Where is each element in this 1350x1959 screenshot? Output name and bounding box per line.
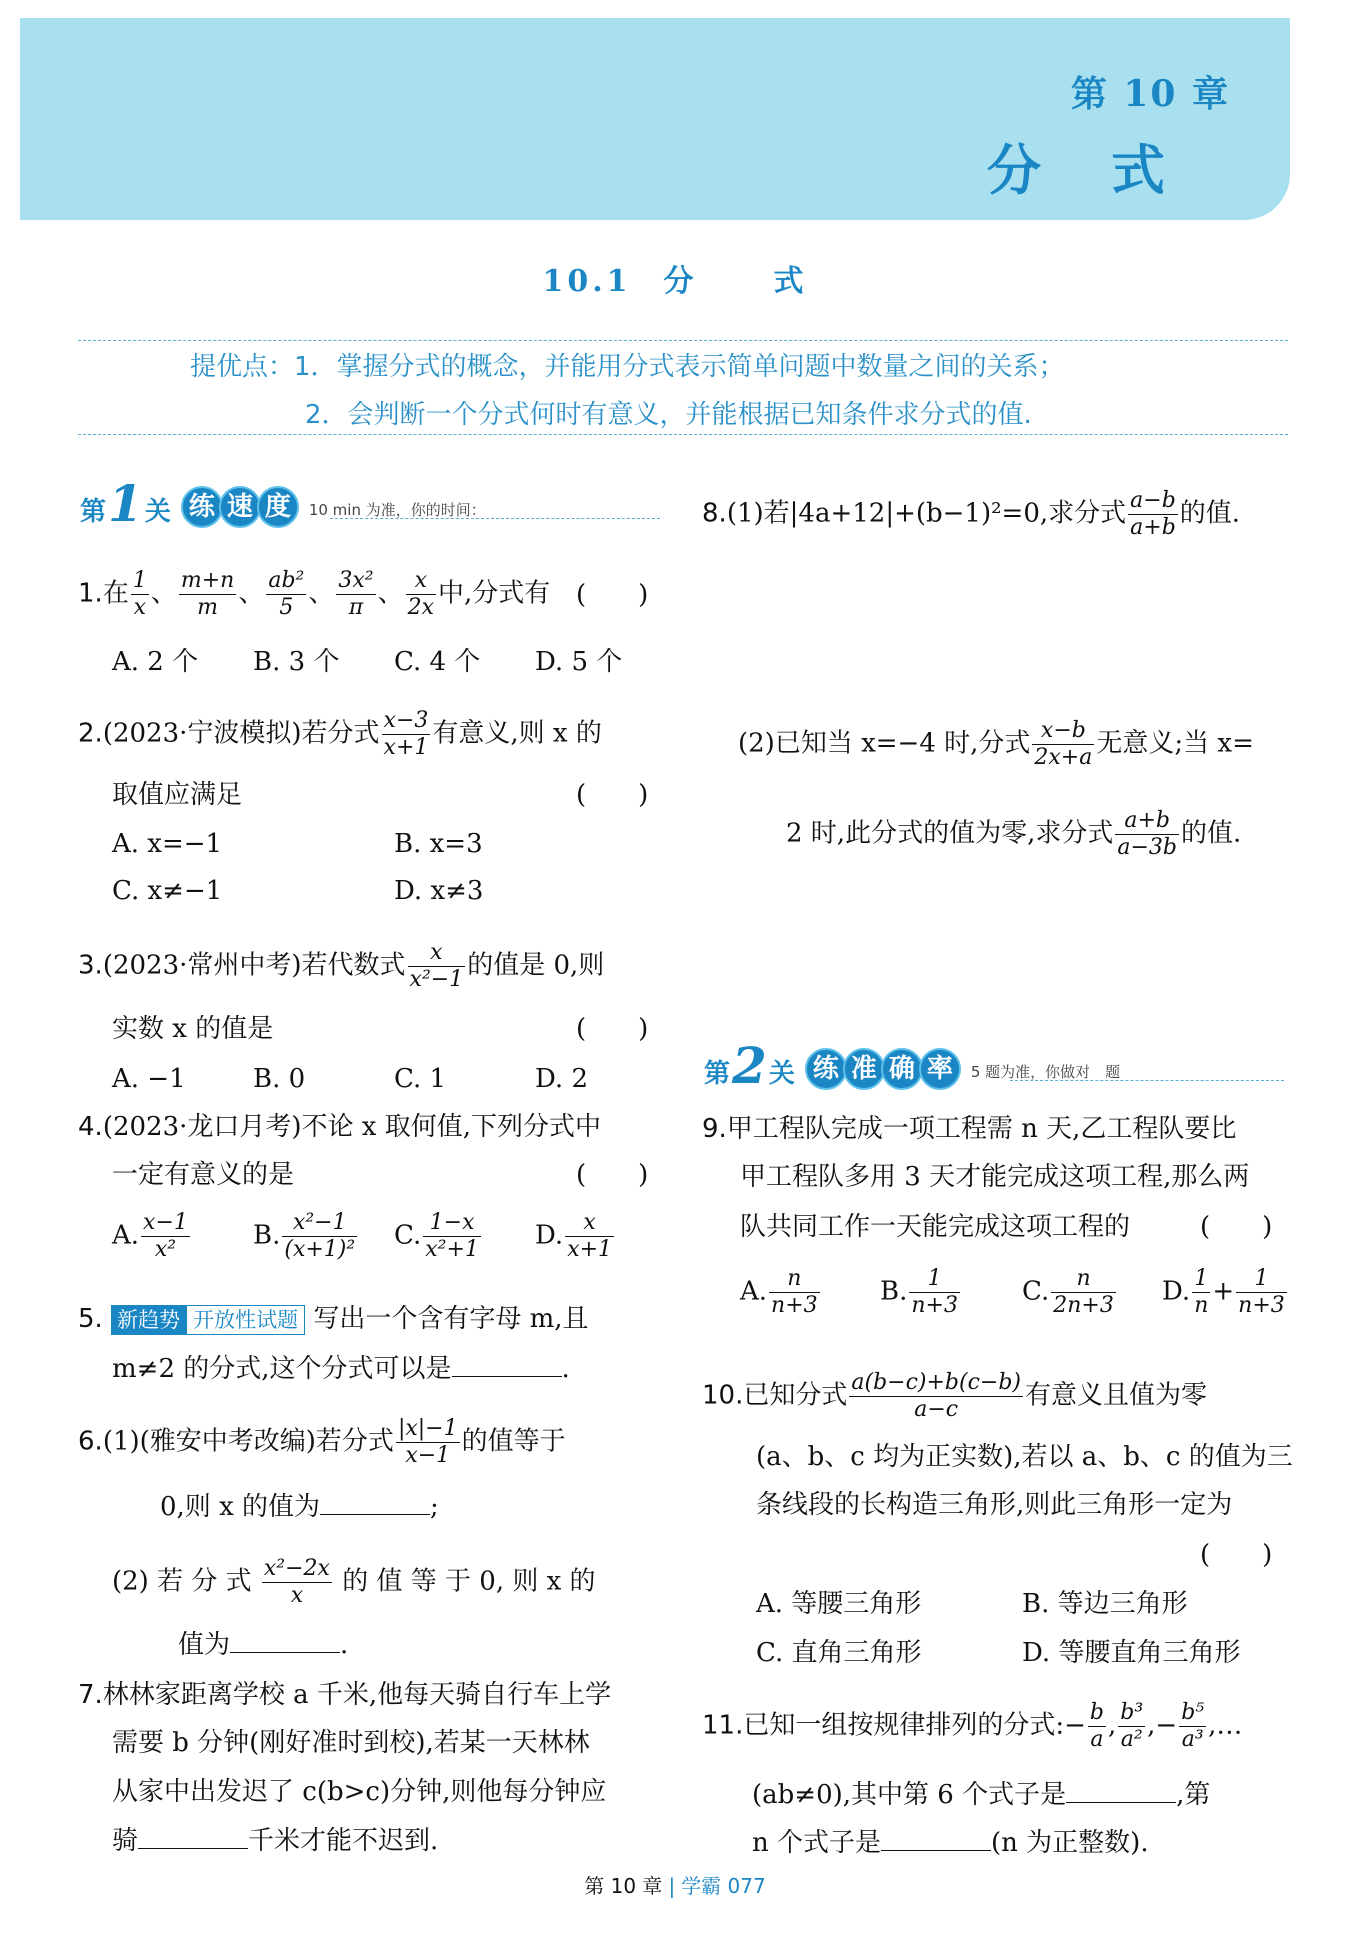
- answer-blank[interactable]: [230, 1630, 340, 1653]
- q1-option-a: A. 2 个: [112, 647, 199, 677]
- q7-line2: 需要 b 分钟(刚好准时到校),若某一天林林: [112, 1728, 590, 1758]
- q3-option-d: D. 2: [535, 1064, 588, 1094]
- answer-blank[interactable]: [320, 1492, 430, 1515]
- q2-option-c: C. x≠−1: [112, 876, 223, 906]
- q2-option-b: B. x=3: [394, 829, 483, 859]
- question-6: 6.(1)(雅安中考改编)若分式 $\frac{|x|-1}{x-1}$ 的值等于: [78, 1416, 566, 1468]
- section-title: 10.1 分 式: [542, 264, 808, 299]
- q3-line2: 实数 x 的值是: [112, 1014, 274, 1044]
- objective-2: 2．会判断一个分式何时有意义，并能根据已知条件求分式的值.: [305, 400, 1032, 430]
- question-11: 11.已知一组按规律排列的分式:− $\frac{b}{a}$ , $\frac{\text{b³}}{\text{a²}}$ ,− $\frac{\text{b⁵}}{\text{a³}}$ ,…: [702, 1700, 1243, 1752]
- level1-line: [330, 518, 660, 519]
- question-8-part2-line2: 2 时,此分式的值为零,求分式 $\frac{a+b}{a-3b}$ 的值.: [786, 808, 1242, 860]
- objective-1: 提优点：1．掌握分式的概念，并能用分式表示简单问题中数量之间的关系；: [190, 352, 1065, 382]
- q3-option-b: B. 0: [253, 1064, 306, 1094]
- q3-option-a: A. −1: [112, 1064, 186, 1094]
- q4-option-a: A. $\frac{x-1}{\text{x²}}$: [112, 1210, 188, 1262]
- chapter-number: 第 10 章: [1070, 73, 1230, 115]
- q3-option-c: C. 1: [394, 1064, 447, 1094]
- q7-line4: 骑 千米才能不迟到.: [112, 1826, 439, 1856]
- q2-option-a: A. x=−1: [112, 829, 223, 859]
- question-8-part2: (2)已知当 x=−4 时,分式 $\frac{x-b}{2x+a}$ 无意义;当 x=: [738, 718, 1254, 770]
- q4-line2: 一定有意义的是: [112, 1160, 295, 1190]
- question-2: 2.(2023·宁波模拟)若分式 $\frac{x-3}{x+1}$ 有意义,则 x 的: [78, 708, 602, 760]
- question-10: 10.已知分式 $\frac{a(b-c)+b(c-b)}{a-c}$ 有意义且值为零: [702, 1370, 1208, 1422]
- answer-blank[interactable]: [1066, 1780, 1176, 1803]
- q4-option-c: C. $\frac{1-x}{\text{x²+1}}$: [394, 1210, 479, 1262]
- q1-paren: ( ): [576, 580, 649, 610]
- q10-paren: ( ): [1200, 1540, 1273, 1570]
- chapter-banner: [20, 18, 1290, 220]
- q1-option-d: D. 5 个: [535, 647, 623, 677]
- question-1: 1.在 $\frac{1}{x}$ 、 $\frac{m+n}{m}$ 、 $\frac{\text{ab²}}{5}$ 、 $\frac{\text{3x²}}{\pi}$ 、 $\frac{x}{2x}$ 中,分式有: [78, 568, 551, 620]
- question-3: 3.(2023·常州中考)若代数式 $\frac{x}{\text{x²−1}}$ 的值是 0,则: [78, 940, 605, 992]
- q10-option-a: A. 等腰三角形: [756, 1589, 922, 1619]
- new-trend-badge: 新趋势: [111, 1305, 186, 1335]
- answer-blank[interactable]: [452, 1354, 562, 1377]
- q6-line2: 0,则 x 的值为 ;: [160, 1492, 439, 1522]
- q9-option-d: D. $\frac{1}{n}$ + $\frac{1}{n+3}$: [1162, 1266, 1285, 1318]
- q2-paren: ( ): [576, 780, 649, 810]
- question-7: 7.林林家距离学校 a 千米,他每天骑自行车上学: [78, 1680, 612, 1710]
- q9-option-b: B. $\frac{1}{n+3}$: [880, 1266, 958, 1318]
- q3-paren: ( ): [576, 1014, 649, 1044]
- open-question-badge: 开放性试题: [186, 1305, 305, 1335]
- q9-line3: 队共同工作一天能完成这项工程的: [740, 1212, 1131, 1242]
- q10-option-b: B. 等边三角形: [1022, 1589, 1188, 1619]
- q7-line3: 从家中出发迟了 c(b>c)分钟,则他每分钟应: [112, 1777, 607, 1807]
- divider-top: [78, 340, 1288, 341]
- question-9: 9.甲工程队完成一项工程需 n 天,乙工程队要比: [702, 1114, 1237, 1144]
- q10-line3: 条线段的长构造三角形,则此三角形一定为: [756, 1490, 1233, 1520]
- q9-paren: ( ): [1200, 1212, 1273, 1242]
- q10-line2: (a、b、c 均为正实数),若以 a、b、c 的值为三: [756, 1442, 1293, 1472]
- question-8-part1: 8.(1)若|4a+12|+(b−1)²=0,求分式 $\frac{a-b}{a+b}$ 的值.: [702, 488, 1241, 540]
- divider-bottom: [78, 434, 1288, 435]
- q4-paren: ( ): [576, 1160, 649, 1190]
- q9-option-a: A. $\frac{n}{n+3}$: [740, 1266, 818, 1318]
- q2-line2: 取值应满足: [112, 780, 243, 810]
- question-4: 4.(2023·龙口月考)不论 x 取何值,下列分式中: [78, 1112, 601, 1142]
- q6-part2: (2) 若 分 式 $\frac{\text{x²−2x}}{x}$ 的 值 等 于 0, 则 x 的: [112, 1556, 596, 1608]
- page-footer: 第 10 章 | 学霸 077: [584, 1874, 766, 1898]
- answer-blank[interactable]: [138, 1826, 248, 1849]
- q9-option-c: C. $\frac{n}{2n+3}$: [1022, 1266, 1114, 1318]
- q10-option-d: D. 等腰直角三角形: [1022, 1638, 1241, 1668]
- page-number: 077: [727, 1874, 766, 1898]
- q1-option-b: B. 3 个: [253, 647, 340, 677]
- chapter-name: 分式: [987, 138, 1235, 202]
- q1-option-c: C. 4 个: [394, 647, 481, 677]
- answer-blank[interactable]: [881, 1828, 991, 1851]
- q4-option-d: D. $\frac{x}{x+1}$: [535, 1210, 613, 1262]
- q4-option-b: B. $\frac{\text{x²−1}}{\text{(x+1)²}}$: [253, 1210, 356, 1262]
- q6-line4: 值为 .: [178, 1630, 349, 1660]
- level2-header: 第 2 关 练 准 确 率 5 题为准，你做对 题: [704, 1036, 1121, 1095]
- level1-header: 第 1 关 练 速 度 10 min 为准，你的时间：: [80, 474, 486, 533]
- q9-line2: 甲工程队多用 3 天才能完成这项工程,那么两: [740, 1162, 1250, 1192]
- question-5: 5. 新趋势 开放性试题 写出一个含有字母 m,且: [78, 1304, 589, 1334]
- q5-line2: m≠2 的分式,这个分式可以是 .: [112, 1354, 570, 1384]
- q2-option-d: D. x≠3: [394, 876, 484, 906]
- q11-line2: (ab≠0),其中第 6 个式子是 ,第: [752, 1780, 1211, 1810]
- q11-line3: n 个式子是 (n 为正整数).: [752, 1828, 1149, 1858]
- q10-option-c: C. 直角三角形: [756, 1638, 922, 1668]
- level2-line: [1010, 1080, 1284, 1081]
